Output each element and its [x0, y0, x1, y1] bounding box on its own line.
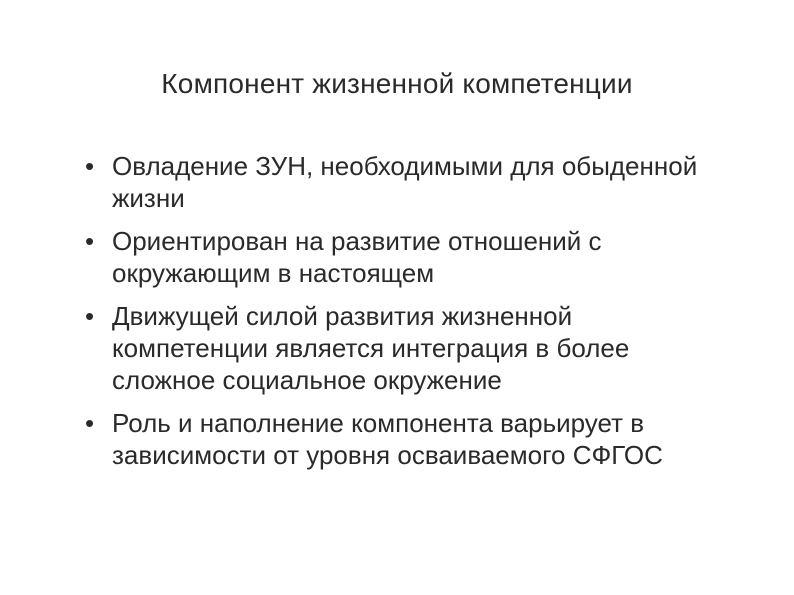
- bullet-text: Овладение ЗУН, необходимыми для обыденной жизни: [112, 151, 698, 213]
- bullet-dot-icon: •: [85, 408, 95, 438]
- bullet-text: Движущей силой развития жизненной компетенции является интеграция в более сложное социальное окружение: [112, 301, 630, 395]
- bullet-item: [82, 407, 702, 471]
- slide-title: Компонент жизненной компетенции: [161, 68, 633, 99]
- bullet-item: [82, 150, 702, 214]
- bullet-dot-icon: •: [85, 226, 95, 256]
- bullet-item: [82, 225, 702, 289]
- bullet-list: [82, 150, 702, 482]
- bullet-dot-icon: •: [85, 301, 95, 331]
- bullet-text: Ориентирован на развитие отношений с окружающим в настоящем: [112, 226, 602, 288]
- bullet-text: Роль и наполнение компонента варьирует в зависимости от уровня осваиваемого СФГОС: [112, 408, 663, 470]
- bullet-item: [82, 300, 702, 396]
- bullet-dot-icon: •: [85, 151, 95, 181]
